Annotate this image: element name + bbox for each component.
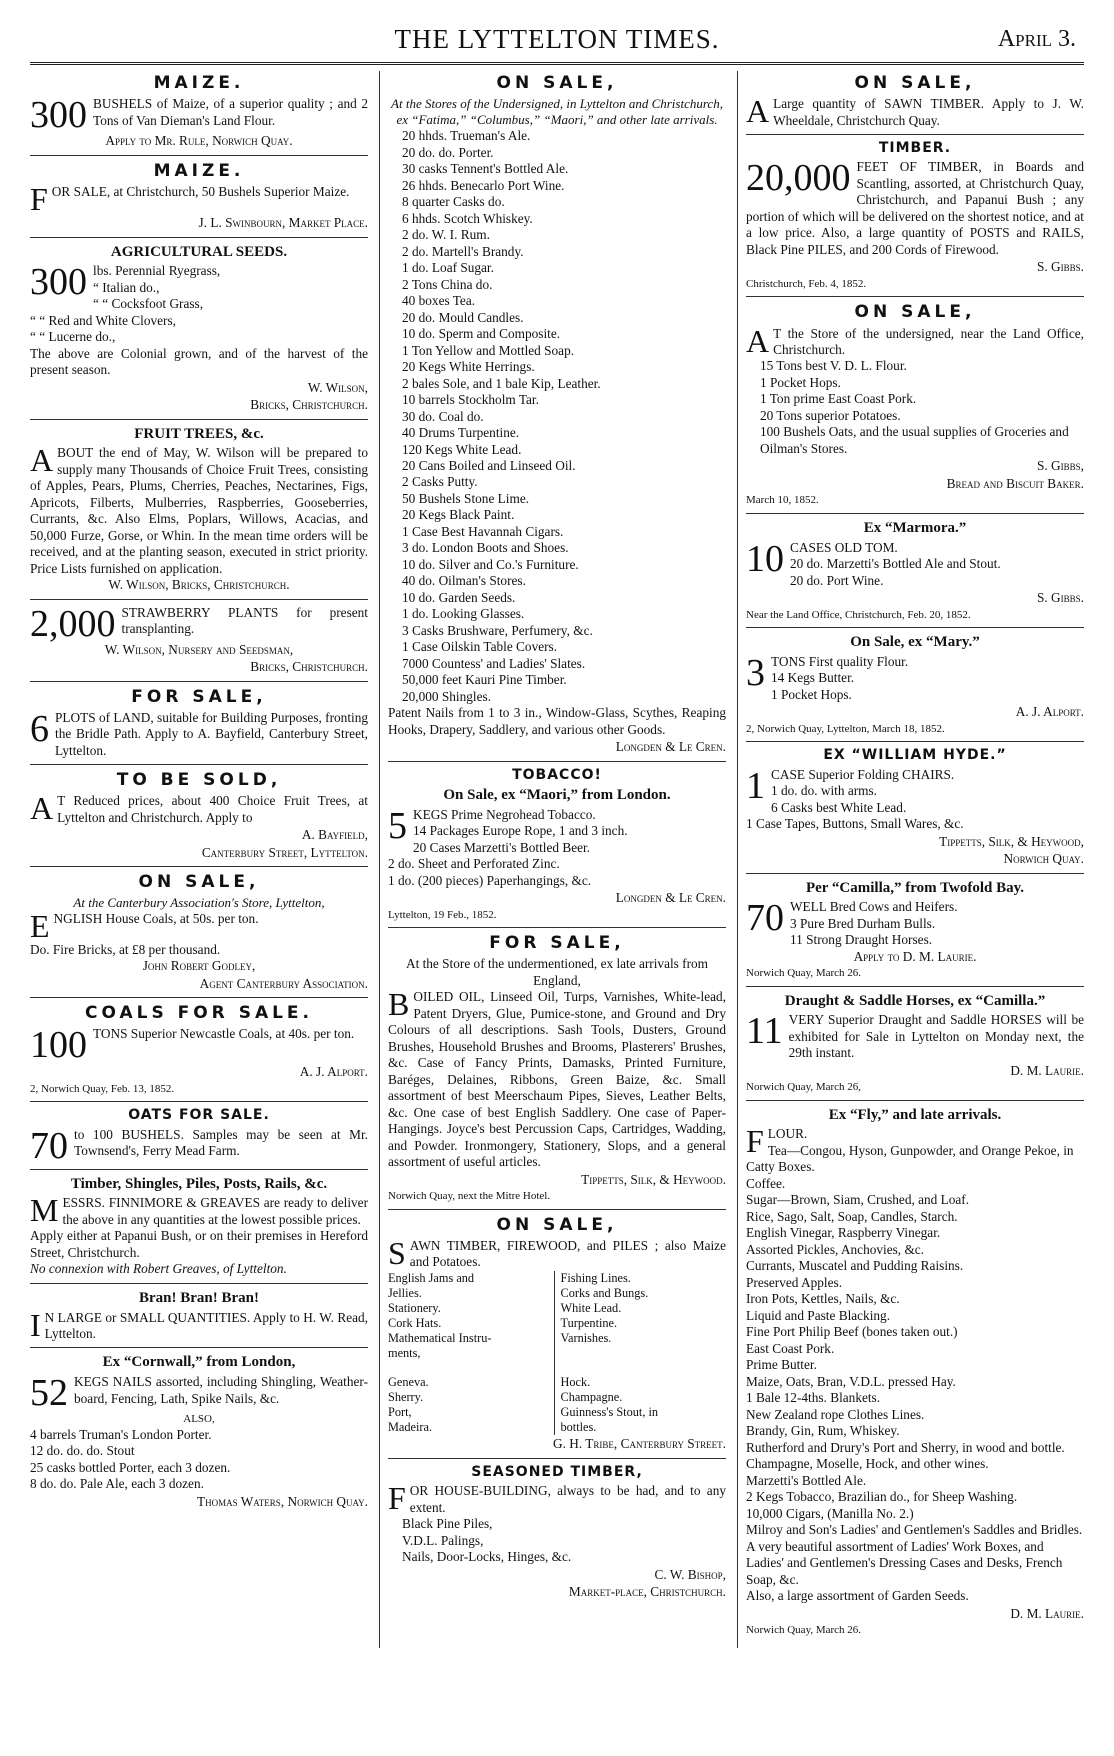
ad-heading: AGRICULTURAL SEEDS. (110, 243, 288, 260)
drop-cap: A (746, 93, 770, 130)
list-item: 40 do. Oilman's Stores. (402, 573, 526, 589)
list-item: bottles. (560, 1420, 597, 1435)
list-item: 3 Casks Brushware, Perfumery, &c. (402, 622, 593, 638)
ad-heading: FOR SALE, (131, 686, 267, 707)
list-item: 30 casks Tennent's Bottled Ale. (402, 161, 569, 177)
list-item: 3 do. London Boots and Shoes. (402, 540, 569, 556)
ad-title: Agent Canterbury Association. (199, 975, 368, 991)
ad-text: Large quantity of SAWN TIMBER. Apply to J. W. Wheeldale, Christchurch Quay. (773, 96, 1084, 128)
list-item: Also, a large assortment of Garden Seeds. (746, 1588, 969, 1604)
list-item: Sugar—Brown, Siam, Crushed, and Loaf. (746, 1192, 970, 1208)
ad-quantity: 20,000 (746, 157, 851, 200)
ad-text: CASES OLD TOM. (790, 539, 898, 555)
list-item: Brandy, Gin, Rum, Whiskey. (746, 1423, 900, 1439)
ad-text: OR SALE, at Christchurch, 50 Bushels Superior Maize. (51, 183, 350, 199)
ad-heading: Ex “Fly,” and late arrivals. (828, 1106, 1002, 1123)
ad-text: BUSHELS of Maize, of a superior quality ; and 2 Tons of Van Dieman's Land Flour. (93, 96, 368, 128)
list-item: 6 hhds. Scotch Whiskey. (402, 210, 533, 226)
ad-text: CASE Superior Folding CHAIRS. (771, 766, 955, 782)
ad-draught-horses (746, 992, 1084, 1101)
ad-signature: Longden & Le Cren. (615, 890, 726, 906)
list-item: Iron Pots, Kettles, Nails, &c. (746, 1291, 900, 1307)
list-item: 10 do. Sperm and Composite. (402, 326, 561, 342)
ad-heading: ON SALE, (854, 73, 976, 93)
ad-line: Do. Fire Bricks, at £8 per thousand. (30, 941, 221, 957)
ad-heading: ON SALE, (496, 1214, 618, 1235)
drop-cap: F (746, 1123, 764, 1160)
list-item: 1 Bale 12-4ths. Blankets. (746, 1390, 881, 1406)
ad-heading: MAIZE. (153, 73, 245, 93)
ad-dateline: March 10, 1852. (746, 494, 819, 507)
list-item: Jellies. (388, 1285, 422, 1300)
ad-dateline: Norwich Quay, March 26. (746, 1623, 862, 1636)
ad-text: WELL Bred Cows and Heifers. (790, 899, 958, 915)
ad-text: VERY Superior Draught and Saddle HORSES will be exhibited for Sale in Lyttelton on Monday next, the 29th instant. (788, 1012, 1084, 1061)
ad-heading: Bran! Bran! Bran! (139, 1289, 259, 1306)
ad-signature: A. J. Alport. (1015, 704, 1084, 720)
list-item: 50 Bushels Stone Lime. (402, 490, 530, 506)
list-item: Marzetti's Bottled Ale. (746, 1472, 867, 1488)
ad-dateline: Near the Land Office, Christchurch, Feb. 20, 1852. (746, 608, 971, 621)
ad-signature: D. M. Laurie. (1010, 1605, 1084, 1621)
ad-signature: W. Wilson, (307, 379, 368, 395)
list-item: 10 barrels Stockholm Tar. (402, 392, 539, 408)
ad-signature: Longden & Le Cren. (615, 739, 726, 755)
ad-heading: OATS FOR SALE. (128, 1107, 270, 1124)
ad-dateline: 2, Norwich Quay, Feb. 13, 1852. (30, 1082, 175, 1095)
seed-line: lbs. Perennial Ryegrass, (93, 263, 221, 279)
ad-text: KEGS Prime Negrohead Tobacco. (413, 806, 596, 822)
ad-text: OR HOUSE-BUILDING, always to be had, and to any extent. (409, 1483, 726, 1515)
ad-address: Norwich Quay, next the Mitre Hotel. (388, 1190, 551, 1203)
ad-timber-shingles (30, 1175, 368, 1284)
list-item: Stationery. (388, 1300, 441, 1315)
list-item: Black Pine Piles, (402, 1516, 493, 1532)
ad-agricultural-seeds (30, 243, 368, 420)
ad-line: 14 Packages Europe Rope, 1 and 3 inch. (413, 823, 628, 839)
list-item: 2 Kegs Tobacco, Brazilian do., for Sheep Washing. (746, 1489, 1018, 1505)
ad-william-hyde (746, 747, 1084, 873)
drop-cap: M (30, 1192, 59, 1229)
ad-dateline: Christchurch, Feb. 4, 1852. (746, 277, 867, 290)
ad-coals-for-sale (30, 1003, 368, 1102)
ad-signature: Tippetts, Silk, & Heywood, (939, 833, 1084, 849)
ad-text: N LARGE or SMALL QUANTITIES. Apply to H. W. Read, Lyttelton. (44, 1309, 368, 1341)
ad-text-2: Apply either at Papanui Bush, or on their premises in Hereford Street, Christchurch. (30, 1228, 368, 1260)
ad-dateline: 2, Norwich Quay, Lyttelton, March 18, 1852. (746, 722, 945, 735)
ad-text: KEGS NAILS assorted, including Shingling, Weather-board, Fencing, Lath, Spike Nails, &c. (74, 1374, 368, 1406)
ad-signature: A. Bayfield, (301, 827, 368, 843)
masthead (30, 20, 1084, 65)
list-item: 10 do. Silver and Co.'s Furniture. (402, 556, 579, 572)
ad-subheading: At the Stores of the Undersigned, in Lyttelton and Christchurch, ex “Fatima,” “Columbus,” “Maori,” and other late arrivals. (391, 96, 723, 128)
ad-quantity: 300 (30, 261, 87, 304)
ad-heading: TO BE SOLD, (116, 770, 282, 791)
ad-address: Bricks, Christchurch. (250, 397, 368, 413)
ad-fly-arrivals (746, 1106, 1084, 1643)
issue-date: April 3. (997, 26, 1076, 52)
ad-marmora (746, 519, 1084, 628)
drop-cap: S (388, 1234, 406, 1271)
list-item: 40 Drums Turpentine. (402, 425, 520, 441)
ad-heading: Per “Camilla,” from Twofold Bay. (805, 879, 1025, 896)
newspaper-title: THE LYTTELTON TIMES. (394, 24, 720, 54)
ad-disclaimer: No connexion with Robert Greaves, of Lyttelton. (30, 1261, 287, 1277)
ad-line: 3 Pure Bred Durham Bulls. (790, 915, 936, 931)
ad-signature: S. Gibbs, (1037, 458, 1084, 474)
list-item: New Zealand rope Clothes Lines. (746, 1406, 925, 1422)
list-item: 20 Kegs White Herrings. (402, 359, 535, 375)
ad-quantity: 10 (746, 537, 784, 580)
ad-line: 20 Cases Marzetti's Bottled Beer. (413, 839, 591, 855)
list-item: English Jams and (388, 1270, 475, 1285)
ad-signature: W. Wilson, Bricks, Christchurch. (108, 577, 290, 593)
ad-heading: FRUIT TREES, &c. (134, 425, 264, 442)
ad-heading: Timber, Shingles, Piles, Posts, Rails, &c. (70, 1175, 328, 1192)
seed-line: “ “ Lucerne do., (30, 329, 116, 345)
ad-signature: J. L. Swinbourn, Market Place. (198, 215, 368, 231)
list-item: White Lead. (560, 1300, 622, 1315)
ad-address: Market-place, Christchurch. (568, 1584, 726, 1600)
ad-signature: Thomas Waters, Norwich Quay. (197, 1493, 368, 1509)
list-item: Mathematical Instru- (388, 1330, 492, 1345)
ad-quantity: 70 (30, 1124, 68, 1167)
list-item: Preserved Apples. (746, 1274, 843, 1290)
ad-subheading: At the Store of the undermentioned, ex late arrivals from England, (405, 956, 709, 988)
ad-heading: TIMBER. (878, 140, 952, 157)
drop-cap: I (30, 1306, 41, 1343)
list-item: Guinness's Stout, in (560, 1405, 659, 1420)
list-item: 8 quarter Casks do. (402, 194, 505, 210)
list-item: 26 hhds. Benecarlo Port Wine. (402, 177, 565, 193)
ad-fruit-trees (30, 425, 368, 600)
list-item: Cork Hats. (388, 1315, 442, 1330)
list-item: V.D.L. Palings, (402, 1532, 484, 1548)
ad-on-sale-sawn-timber (388, 1215, 726, 1459)
list-item: 20 Cans Boiled and Linseed Oil. (402, 457, 576, 473)
drop-cap: A (30, 790, 54, 827)
list-item: 20 do. do. Porter. (402, 144, 494, 160)
list-item (561, 1360, 727, 1375)
list-item: 2 do. Martell's Brandy. (402, 243, 524, 259)
ad-on-sale-coals (30, 872, 368, 998)
list-item: 20 hhds. Trueman's Ale. (402, 128, 531, 144)
left-list (388, 1271, 554, 1436)
ad-quantity: 52 (30, 1372, 68, 1415)
ad-heading: ON SALE, (854, 302, 976, 323)
ad-address: Norwich Quay. (1003, 851, 1084, 867)
list-item (561, 1346, 727, 1361)
ad-heading: MAIZE. (153, 160, 245, 181)
list-item: 1 Ton prime East Coast Pork. (760, 391, 917, 407)
ad-line: 12 do. do. do. Stout (30, 1443, 135, 1459)
ad-seasoned-timber (388, 1464, 726, 1606)
seed-line: “ Italian do., (93, 279, 160, 295)
ad-text: TONS First quality Flour. (771, 653, 909, 669)
ad-line: 1 Pocket Hops. (771, 686, 852, 702)
ad-title: Bread and Biscuit Baker. (946, 475, 1084, 491)
list-item: 20 Kegs Black Paint. (402, 507, 515, 523)
ad-signature: S. Gibbs. (1037, 259, 1084, 275)
list-item: Turpentine. (560, 1315, 618, 1330)
list-item: Rutherford and Drury's Port and Sherry, in wood and bottle. (746, 1439, 1065, 1455)
ad-address: Canterbury Street, Lyttelton. (201, 844, 368, 860)
ad-tobacco (388, 767, 726, 928)
ad-quantity: 11 (746, 1010, 783, 1053)
ad-oats (30, 1107, 368, 1169)
drop-cap: B (388, 986, 410, 1023)
ad-signature: Apply to D. M. Laurie. (853, 948, 977, 964)
ad-subheading: At the Canterbury Association's Store, Lyttelton, (73, 895, 325, 911)
ad-line: 1 do. do. with arms. (771, 783, 877, 799)
list-item: Champagne. (560, 1390, 623, 1405)
list-item: 10 do. Garden Seeds. (402, 589, 516, 605)
list-item: ments, (388, 1345, 421, 1360)
list-item: 40 boxes Tea. (402, 293, 476, 309)
ad-for-sale-oils (388, 933, 726, 1209)
ad-heading: Ex “Cornwall,” from London, (102, 1354, 296, 1371)
ad-cornwall (30, 1353, 368, 1515)
list-item: 1 do. Looking Glasses. (402, 606, 525, 622)
column-1 (30, 71, 368, 1648)
list-item: 100 Bushels Oats, and the usual supplies of Groceries and Oilman's Stores. (760, 424, 1069, 456)
list-item: Varnishes. (560, 1330, 612, 1345)
ad-sawn-timber (746, 73, 1084, 135)
drop-cap: E (30, 908, 50, 945)
list-item: 20 do. Mould Candles. (402, 309, 524, 325)
list-item: Sherry. (388, 1390, 424, 1405)
ad-signature: C. W. Bishop, (654, 1566, 726, 1582)
ad-maize-2 (30, 161, 368, 238)
ad-dateline: Norwich Quay, March 26. (746, 967, 862, 980)
ad-signature: John Robert Godley, (142, 958, 256, 974)
list-item (388, 1361, 554, 1376)
ad-line: 14 Kegs Butter. (771, 670, 855, 686)
ad-text: ESSRS. FINNIMORE & GREAVES are ready to deliver the above in any quantities at the lowest possible prices. (62, 1195, 368, 1227)
ad-heading: TOBACCO! (512, 766, 602, 783)
list-item: Fine Port Philip Beef (bones taken out.) (746, 1324, 958, 1340)
ad-text: NGLISH House Coals, at 50s. per ton. (53, 911, 259, 927)
list-item: 1 Case Oilskin Table Covers. (402, 639, 558, 655)
list-item: 120 Kegs White Lead. (402, 441, 522, 457)
ad-quantity: 300 (30, 94, 87, 137)
list-item: 2 do. W. I. Rum. (402, 227, 490, 243)
ad-strawberry (30, 602, 368, 682)
list-item: 2 bales Sole, and 1 bale Kip, Leather. (402, 375, 601, 391)
list-item: Milroy and Son's Ladies' and Gentlemen's Saddles and Bridles. (746, 1522, 1083, 1538)
list-item: Rice, Sago, Salt, Soap, Candles, Starch. (746, 1208, 958, 1224)
ad-line: 6 Casks best White Lead. (771, 799, 907, 815)
ad-also: ALSO, (183, 1413, 215, 1426)
list-item: Madeira. (388, 1420, 433, 1435)
list-item: Port, (388, 1405, 412, 1420)
list-item: Geneva. (388, 1375, 429, 1390)
list-item: 10,000 Cigars, (Manilla No. 2.) (746, 1505, 914, 1521)
ad-heading: ON SALE, (496, 73, 618, 93)
ad-signature: S. Gibbs. (1037, 590, 1084, 606)
ad-text: Patent Nails from 1 to 3 in., Window-Glass, Scythes, Reaping Hooks, Drapery, Saddlery, and various other Goods. (388, 705, 726, 737)
ad-line: 1 Case Tapes, Buttons, Small Wares, &c. (746, 816, 964, 832)
ad-for-sale-plots (30, 687, 368, 766)
item-list (746, 358, 1084, 457)
ad-contact: Apply to Mr. Rule, Norwich Quay. (105, 133, 293, 149)
list-item: 1 Case Best Havannah Cigars. (402, 523, 564, 539)
ad-heading: EX “WILLIAM HYDE.” (823, 747, 1007, 764)
ad-on-sale-flour (746, 302, 1084, 514)
ad-line: 2 do. Sheet and Perforated Zinc. (388, 856, 560, 872)
ad-maize-1 (30, 73, 368, 156)
ad-text: OILED OIL, Linseed Oil, Turps, Varnishes, White-lead, Patent Dryers, Glue, Pumice-stone, and Ground and Dry Colours of all descriptions. Sash Tools, Dusters, Ground Brushes, Household Brushes and Brooms, Plasterers' Brushes, &c. Case of Fancy Prints, Damasks, Printed Furniture, Baréges, Delaines, Ribbons, Green Baize, &c. Small assortment of best Meerschaum Pipes, Sieves, Leather Belts, &c. One case of best English Saddlery. One case of Paper-Hangings. Joyce's best Percussion Caps, Cartridges, Wadding, and Powder. Ironmongery, Stationery, Slops, and a general assortment of useful articles. (388, 989, 726, 1170)
ad-quantity: 2,000 (30, 602, 116, 645)
ad-quantity: 5 (388, 804, 407, 847)
list-item: 1 Ton Yellow and Mottled Soap. (402, 342, 575, 358)
list-item: Hock. (560, 1375, 591, 1390)
list-item: 1 do. Loaf Sugar. (402, 260, 494, 276)
ad-text: LOUR. (767, 1126, 808, 1142)
list-item: Coffee. (746, 1175, 786, 1191)
ad-text: PLOTS of LAND, suitable for Building Purposes, fronting the Bridle Path. Apply to A. Bayfield, Canterbury Street, Lyttelton. (55, 709, 368, 758)
ad-signature: D. M. Laurie. (1010, 1062, 1084, 1078)
ad-line: 8 do. do. Pale Ale, each 3 dozen. (30, 1476, 204, 1492)
ad-camilla-cows (746, 879, 1084, 987)
ad-text: T the Store of the undersigned, near the Land Office, Christchurch. (773, 325, 1084, 357)
drop-cap: F (388, 1480, 406, 1517)
ad-subheading: On Sale, ex “Maori,” from London. (443, 787, 671, 804)
item-list (388, 128, 726, 705)
ad-on-sale-stores (388, 73, 726, 762)
list-item: 2 Tons China do. (402, 276, 493, 292)
list-item: 15 Tons best V. D. L. Flour. (760, 358, 907, 374)
drop-cap: A (30, 442, 54, 479)
drop-cap: A (746, 322, 770, 359)
list-item: 7000 Countess' and Ladies' Slates. (402, 655, 586, 671)
list-item: Champagne, Moselle, Hock, and other wines. (746, 1456, 989, 1472)
ad-signature: A. J. Alport. (299, 1064, 368, 1080)
drop-cap: F (30, 180, 48, 217)
ad-dateline: Lyttelton, 19 Feb., 1852. (388, 908, 497, 921)
list-item: 20,000 Shingles. (402, 688, 492, 704)
list-item: 50,000 feet Kauri Pine Timber. (402, 672, 567, 688)
list-item: East Coast Pork. (746, 1340, 835, 1356)
ad-dateline: Norwich Quay, March 26, (746, 1081, 862, 1094)
ad-line: 20 do. Marzetti's Bottled Ale and Stout. (790, 556, 1001, 572)
ad-heading: COALS FOR SALE. (85, 1003, 313, 1024)
list-item: 30 do. Coal do. (402, 408, 484, 424)
ad-line: 20 do. Port Wine. (790, 572, 884, 588)
ad-text: AWN TIMBER, FIREWOOD, and PILES ; also Maize and Potatoes. (409, 1237, 726, 1270)
list-item: Prime Butter. (746, 1357, 817, 1373)
list-item: 1 Pocket Hops. (760, 374, 841, 390)
list-item: Liquid and Paste Blacking. (746, 1307, 891, 1323)
ad-signature: W. Wilson, Nursery and Seedsman, (104, 641, 294, 657)
list-item: 20 Tons superior Potatoes. (760, 407, 901, 423)
column-3 (737, 71, 1084, 1648)
ad-heading: Ex “Marmora.” (863, 519, 967, 536)
ad-heading: Draught & Saddle Horses, ex “Camilla.” (784, 992, 1046, 1009)
list-item: Nails, Door-Locks, Hinges, &c. (402, 1549, 572, 1565)
list-item: A very beautiful assortment of Ladies' Work Boxes, and Ladies' and Gentlemen's Dressing Cases and Desks, French Soap, &c. (746, 1538, 1063, 1587)
ad-heading: On Sale, ex “Mary.” (850, 634, 980, 651)
ad-bran (30, 1289, 368, 1349)
ad-line: 4 barrels Truman's London Porter. (30, 1426, 212, 1442)
ad-line: 25 casks bottled Porter, each 3 dozen. (30, 1459, 231, 1475)
ad-signature: G. H. Tribe, Canterbury Street. (553, 1436, 726, 1452)
ad-signature: Tippetts, Silk, & Heywood. (581, 1171, 726, 1187)
ad-address: Bricks, Christchurch. (250, 659, 368, 675)
two-column-list (388, 1271, 726, 1436)
ad-text: TONS Superior Newcastle Coals, at 40s. per ton. (93, 1026, 355, 1042)
list-item: English Vinegar, Raspberry Vinegar. (746, 1225, 941, 1241)
ad-line: 1 do. (200 pieces) Paperhangings, &c. (388, 872, 592, 888)
ad-quantity: 1 (746, 764, 765, 807)
ad-quantity: 6 (30, 707, 49, 750)
ad-quantity: 100 (30, 1024, 87, 1067)
ad-quantity: 70 (746, 897, 784, 940)
seed-line: “ “ Cocksfoot Grass, (93, 296, 204, 312)
seed-line: “ “ Red and White Clovers, (30, 312, 176, 328)
ad-mary (746, 633, 1084, 742)
ad-text: to 100 BUSHELS. Samples may be seen at Mr. Townsend's, Ferry Mead Farm. (74, 1126, 368, 1159)
list-item: Assorted Pickles, Anchovies, &c. (746, 1241, 925, 1257)
ad-line: 11 Strong Draught Horses. (790, 932, 933, 948)
list-item: Fishing Lines. (560, 1270, 631, 1285)
ad-timber (746, 140, 1084, 297)
list-item: Currants, Muscatel and Pudding Raisins. (746, 1258, 964, 1274)
ad-heading: FOR SALE, (489, 933, 625, 954)
ad-heading: SEASONED TIMBER, (471, 1463, 643, 1480)
list-item: Corks and Bungs. (560, 1285, 649, 1300)
ad-text: T Reduced prices, about 400 Choice Fruit Trees, at Lyttelton and Christchurch. Apply to (57, 793, 368, 825)
right-list (554, 1271, 727, 1436)
list-item: Tea—Congou, Hyson, Gunpowder, and Orange Pekoe, in Catty Boxes. (746, 1142, 1074, 1175)
ad-to-be-sold (30, 770, 368, 867)
ad-text: BOUT the end of May, W. Wilson will be prepared to supply many Thousands of Choice Fruit Trees, consisting of Apples, Pears, Plums, Cherries, Peaches, Nectarines, Figs, Apricots, Filberts, Mulberries, Raspberries, Gooseberries, Currants, &c. Also Elms, Poplars, Willows, Acacias, and 50,000 Furze, Gorse, or Whin. In the mean time orders will be received, and at the planting season, executed in strict priority. Price Lists furnished on application. (30, 445, 368, 576)
columns (30, 71, 1084, 1648)
list-item: Maize, Oats, Bran, V.D.L. pressed Hay. (746, 1373, 956, 1389)
column-2 (379, 71, 726, 1648)
ad-text: The above are Colonial grown, and of the harvest of the present season. (30, 345, 368, 378)
ad-heading: ON SALE, (138, 872, 260, 893)
ad-quantity: 3 (746, 651, 765, 694)
ad-text: STRAWBERRY PLANTS for present transplanting. (121, 604, 368, 636)
item-list (388, 1516, 726, 1565)
ad-text: FEET OF TIMBER, in Boards and Scantling, assorted, at Christchurch Quay, Christchurch, and Papanui Bush ; any portion of which will be delivered on the shortest notice, and at a low price. Also, a large quantity of POSTS and RAILS, Black Pine PILES, and 200 Cords of Firewood. (746, 159, 1084, 257)
list-item: 2 Casks Putty. (402, 474, 478, 490)
